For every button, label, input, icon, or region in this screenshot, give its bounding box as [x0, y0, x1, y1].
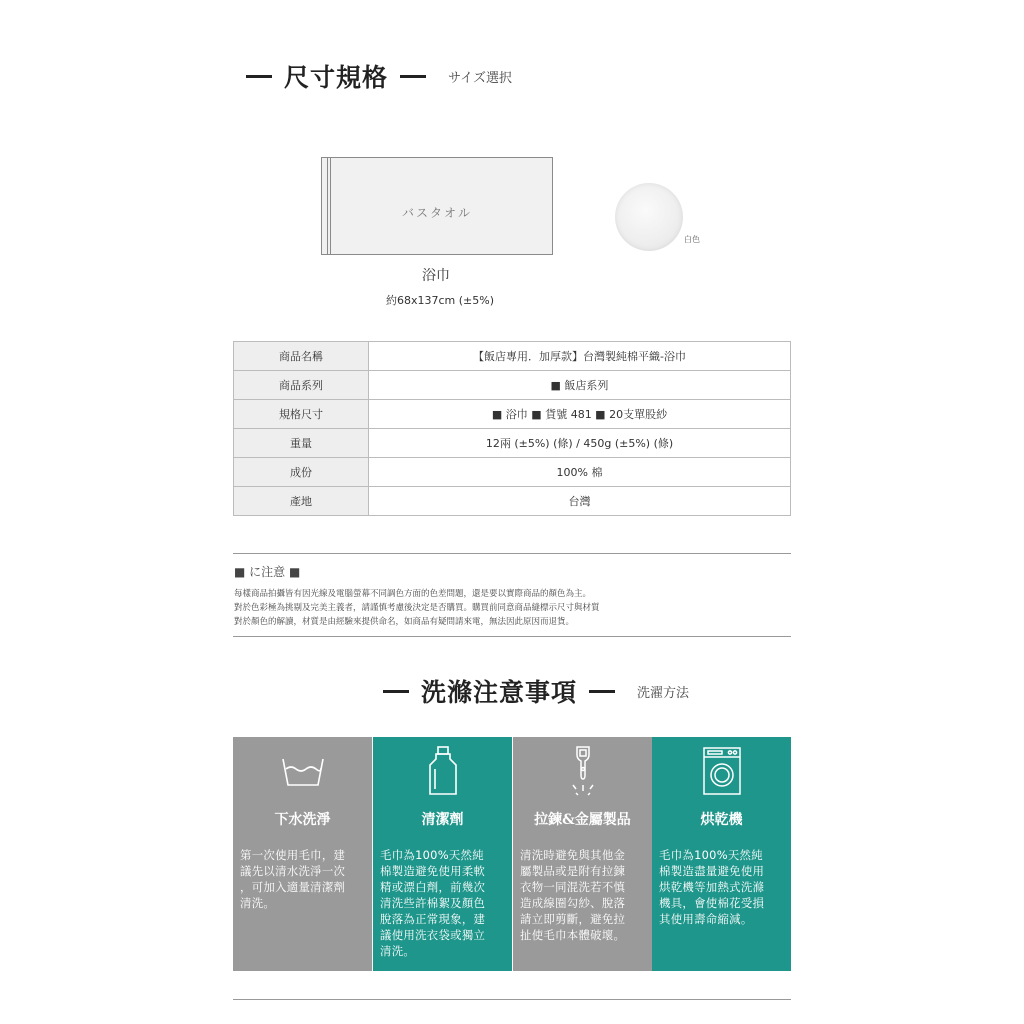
washing-machine-icon: [652, 743, 791, 799]
care-card-line: 請立即剪斷，避免拉: [520, 912, 626, 926]
notice-line: 對於色彩極為挑剔及完美主義者，請謹慎考慮後決定是否購買。購買前同意商品縫標示尺寸與材質: [234, 603, 600, 613]
care-card-detergent: [373, 737, 512, 971]
table-row: [234, 429, 791, 458]
size-heading-title: 尺寸規格: [284, 63, 389, 92]
towel-dimensions: 約68x137cm (±5%): [386, 294, 495, 307]
heading-dash-left: [246, 75, 272, 78]
care-card-body: [520, 847, 647, 943]
care-card-body: [240, 847, 367, 911]
spec-key: 成份: [234, 458, 369, 487]
table-row: [234, 371, 791, 400]
care-card-line: 議使用洗衣袋或獨立: [380, 928, 486, 942]
towel-diagram-label: バスタオル: [401, 206, 472, 220]
towel-name: 浴巾: [422, 268, 450, 284]
detergent-bottle-icon: [373, 743, 512, 799]
notice-line: 對於顏色的解讀，材質是由經驗來提供命名，如商品有疑問請來電，無法因此原因而退貨。: [234, 617, 575, 627]
care-card-zipper: [513, 737, 652, 971]
care-card-line: 造成線圈勾紗、脫落: [520, 896, 626, 910]
care-card-line: 棉製造避免使用柔軟: [380, 864, 486, 878]
care-card-line: 精或漂白劑，前幾次: [380, 880, 486, 894]
care-card-line: 清洗。: [380, 944, 416, 958]
care-heading: [383, 673, 689, 709]
spec-value: ■ 浴巾 ■ 貨號 481 ■ 20支單股紗: [369, 400, 791, 429]
care-card-line: 機具，會使棉花受損: [659, 896, 765, 910]
care-card-line: 毛巾為100%天然純: [380, 848, 484, 862]
wash-basin-icon: [233, 743, 372, 799]
care-heading-subtitle: 洗濯方法: [637, 685, 690, 701]
spec-key: 重量: [234, 429, 369, 458]
care-card-line: ，可加入適量清潔劑: [240, 880, 346, 894]
spec-table: [233, 341, 791, 516]
divider: [233, 999, 791, 1000]
care-card-line: 脫落為正常現象，建: [380, 912, 486, 926]
spec-key: 產地: [234, 487, 369, 516]
care-card-title: 拉鍊&金屬製品: [534, 812, 631, 828]
spec-value: ■ 飯店系列: [369, 371, 791, 400]
table-row: [234, 487, 791, 516]
care-card-title: 清潔劑: [421, 812, 464, 828]
zipper-icon: [513, 743, 652, 799]
care-card-line: 其使用壽命縮減。: [659, 912, 753, 926]
table-row: [234, 458, 791, 487]
care-card-line: 屬製品或是附有拉鍊: [520, 864, 626, 878]
spec-key: 商品系列: [234, 371, 369, 400]
care-card-line: 烘乾機等加熱式洗滌: [659, 880, 765, 894]
table-row: [234, 342, 791, 371]
color-swatch-label: 白色: [684, 235, 700, 244]
spec-value: 台灣: [369, 487, 791, 516]
towel-diagram: [321, 157, 553, 255]
notice-title: ■ に注意 ■: [234, 565, 301, 579]
spec-value: 12兩 (±5%) (條) / 450g (±5%) (條): [369, 429, 791, 458]
divider: [233, 553, 791, 554]
divider: [233, 636, 791, 637]
care-card-line: 清洗些許棉絮及顏色: [380, 896, 486, 910]
care-card-line: 議先以清水洗淨一次: [240, 864, 346, 878]
care-card-line: 第一次使用毛巾，建: [240, 848, 346, 862]
heading-dash-right: [589, 690, 615, 693]
spec-key: 商品名稱: [234, 342, 369, 371]
size-heading: [246, 58, 512, 94]
care-card-line: 扯使毛巾本體破壞。: [520, 928, 626, 942]
color-swatch-white[interactable]: [615, 183, 683, 251]
care-card-line: 清洗。: [240, 896, 276, 910]
care-card-line: 清洗時避免與其他金: [520, 848, 626, 862]
heading-dash-right: [400, 75, 426, 78]
care-card-body: [659, 847, 786, 927]
care-card-line: 衣物一同混洗若不慎: [520, 880, 626, 894]
care-card-dryer: [652, 737, 791, 971]
spec-value: 100% 棉: [369, 458, 791, 487]
heading-dash-left: [383, 690, 409, 693]
care-card-title: 烘乾機: [700, 812, 743, 828]
notice-line: 每樣商品拍攝皆有因光線及電腦螢幕不同調色方面的色差問題，還是要以實際商品的顏色為主。: [234, 589, 592, 599]
care-card-title: 下水洗淨: [274, 812, 331, 828]
care-heading-title: 洗滌注意事項: [421, 678, 578, 707]
table-row: [234, 400, 791, 429]
care-card-line: 毛巾為100%天然純: [659, 848, 763, 862]
care-card-line: 棉製造盡量避免使用: [659, 864, 765, 878]
size-heading-subtitle: サイズ選択: [448, 70, 512, 86]
care-card-body: [380, 847, 507, 959]
care-card-wash: [233, 737, 372, 971]
spec-value: 【飯店專用．加厚款】台灣製純棉平織-浴巾: [369, 342, 791, 371]
spec-key: 規格尺寸: [234, 400, 369, 429]
